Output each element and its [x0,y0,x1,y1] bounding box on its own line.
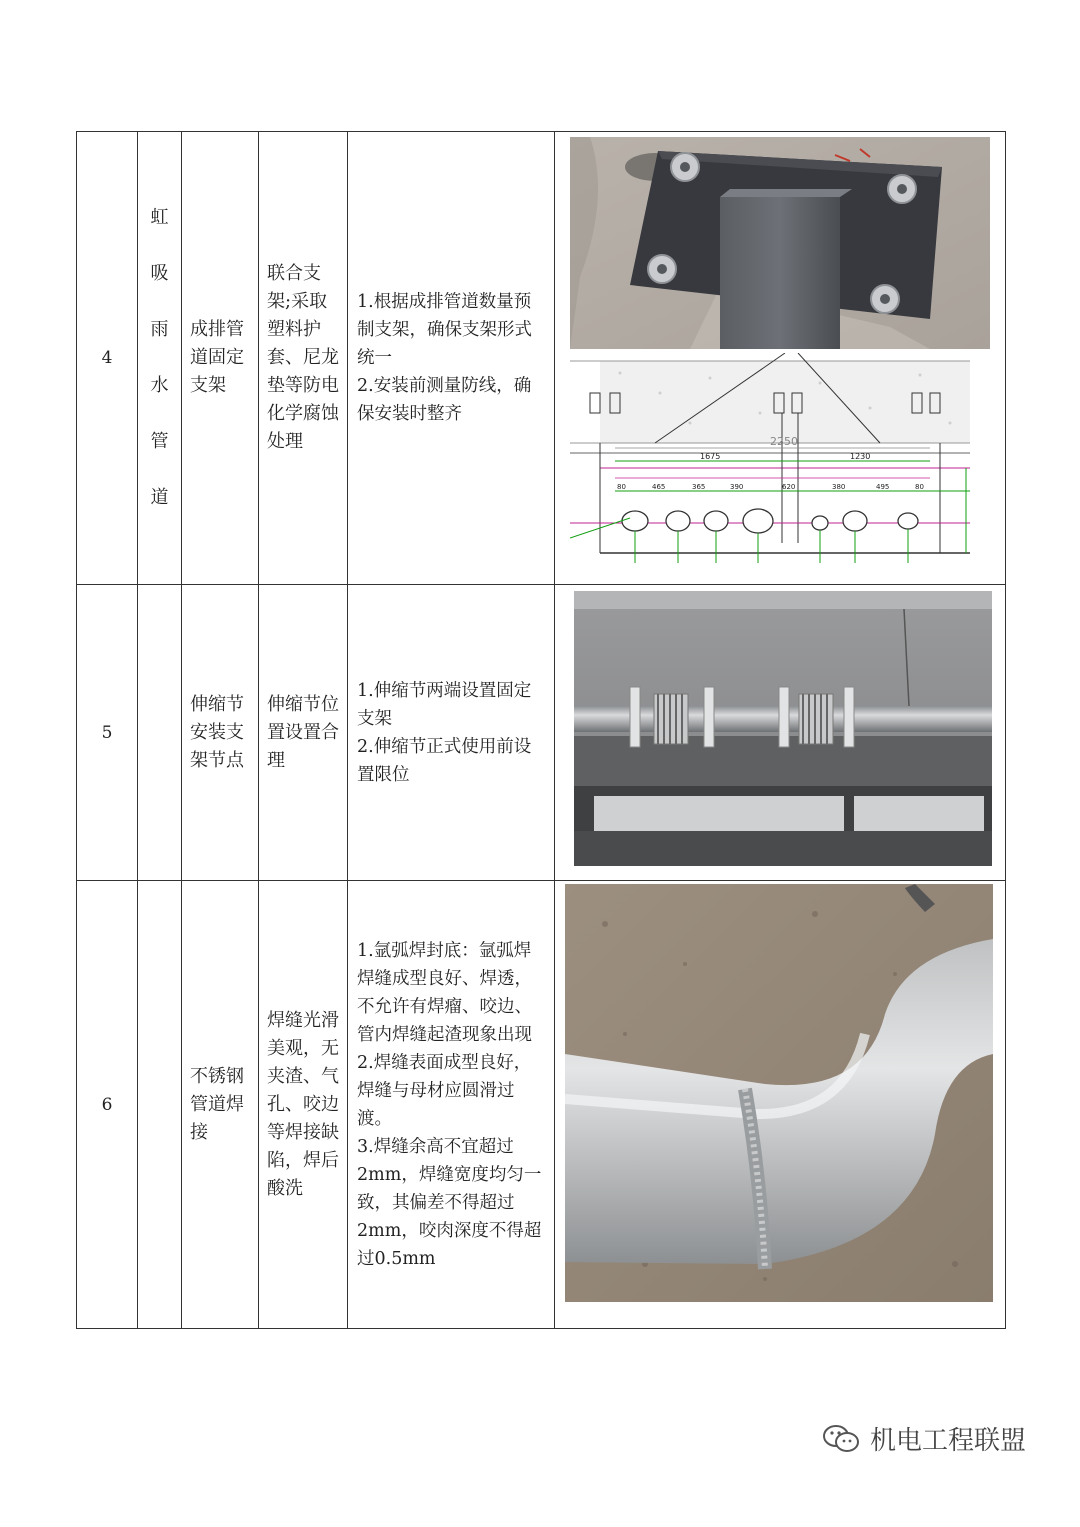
requirement-item: 2.安装前测量防线，确保安装时整齐 [357,376,532,424]
support-layout-drawing [570,353,990,577]
category-char: 管 [150,431,169,452]
weld-seam-photo [565,884,993,1302]
requirements [348,881,554,1328]
drawing-spacing-dim: 495 [876,483,890,491]
row-number: 5 [101,722,113,743]
inspection-table [76,131,1006,1329]
drawing-spacing-dim: 365 [692,483,706,491]
item-name-text: 伸缩节安装支架节点 [190,693,244,771]
drawing-spacing-dim: 620 [782,483,796,491]
requirement-item: 2.伸缩节正式使用前设置限位 [357,736,532,785]
item-name-text: 不锈钢管道焊接 [190,1065,244,1143]
watermark-text: 机电工程联盟 [870,1426,1027,1456]
wechat-icon [822,1423,860,1455]
drawing-spacing-dim: 465 [652,483,666,491]
category-char: 虹 [150,207,169,228]
drawing-span-dim: 1675 [700,452,721,461]
requirement-item: 1.氩弧焊封底：氩弧焊焊缝成型良好、焊透，不允许有焊瘤、咬边、管内焊缝起渣现象出现 [357,940,532,1045]
watermark [822,1420,1026,1457]
category-label [138,132,181,584]
support-bracket-photo [570,137,990,349]
quality-standard-text: 联合支架;采取塑料护套、尼龙垫等防电化学腐蚀处理 [267,263,339,452]
category-char: 吸 [150,263,169,284]
quality-standard-text: 伸缩节位置设置合理 [267,693,339,771]
category-char: 雨 [150,319,169,340]
category-char: 水 [150,375,169,396]
quality-standard [259,585,347,880]
quality-standard [259,881,347,1328]
quality-standard [259,132,347,584]
requirement-item: 3.焊缝余高不宜超过2mm，焊缝宽度均匀一致，其偏差不得超过2mm，咬肉深度不得超过0.5mm [357,1136,542,1269]
category-char: 道 [150,487,169,508]
drawing-span-dim: 1230 [850,452,871,461]
drawing-spacing-dim: 390 [730,483,744,491]
item-name [182,585,258,880]
row-number: 6 [101,1094,113,1115]
drawing-spacing-dim: 80 [915,483,924,491]
requirement-item: 1.根据成排管道数量预制支架，确保支架形式统一 [357,292,532,368]
requirements [348,585,554,880]
item-name [182,881,258,1328]
requirements [348,132,554,584]
drawing-spacing-dim: 380 [832,483,846,491]
expansion-joint-photo [574,591,992,866]
quality-standard-text: 焊缝光滑美观，无夹渣、气孔、咬边等焊接缺陷，焊后酸洗 [267,1009,339,1199]
requirement-item: 1.伸缩节两端设置固定支架 [357,680,532,729]
drawing-total-dim: 2250 [770,435,798,448]
item-name [182,132,258,584]
row-number: 4 [101,348,113,368]
drawing-spacing-dim: 80 [617,483,626,491]
item-name-text: 成排管道固定支架 [190,319,244,396]
requirement-item: 2.焊缝表面成型良好，焊缝与母材应圆滑过渡。 [357,1052,532,1129]
